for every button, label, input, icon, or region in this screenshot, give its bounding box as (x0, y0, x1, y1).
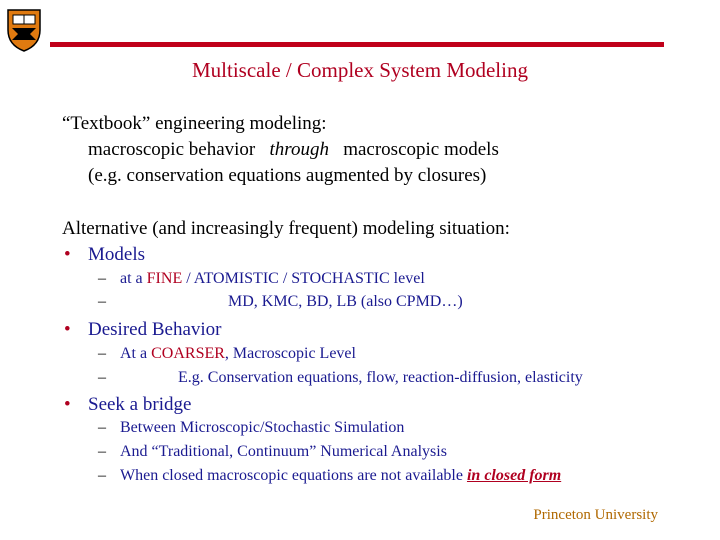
sub-coarser-level: At a COARSER, Macroscopic Level (120, 345, 356, 362)
princeton-shield-icon (6, 6, 42, 52)
bullet-seek-bridge: Seek a bridge (88, 394, 192, 415)
bullet-marker: • (64, 244, 71, 265)
alt-heading: Alternative (and increasingly frequent) modeling situation: (62, 218, 510, 239)
sub-conservation-eq: E.g. Conservation equations, flow, reaction-diffusion, elasticity (178, 369, 583, 386)
intro-heading: “Textbook” engineering modeling: (62, 113, 327, 134)
sub-microscopic-sim: Between Microscopic/Stochastic Simulation (120, 419, 405, 436)
dash-marker: – (98, 467, 106, 484)
slide-title: Multiscale / Complex System Modeling (192, 58, 528, 82)
dash-marker: – (98, 345, 106, 362)
bullet-marker: • (64, 319, 71, 340)
bullet-desired-behavior: Desired Behavior (88, 319, 222, 340)
dash-marker: – (98, 419, 106, 436)
title-rule (50, 42, 664, 47)
dash-marker: – (98, 270, 106, 287)
sub-numerical-analysis: And “Traditional, Continuum” Numerical Analysis (120, 443, 447, 460)
bullet-models: Models (88, 244, 145, 265)
sub-closed-form: When closed macroscopic equations are not available in closed form (120, 467, 562, 484)
sub-fine-level: at a FINE / ATOMISTIC / STOCHASTIC level (120, 270, 425, 287)
dash-marker: – (98, 369, 106, 386)
bullet-marker: • (64, 394, 71, 415)
dash-marker: – (98, 443, 106, 460)
footer-institution: Princeton University (533, 507, 658, 523)
intro-line-2: macroscopic behavior through macroscopic models (88, 139, 499, 160)
intro-line-3: (e.g. conservation equations augmented by closures) (88, 165, 487, 186)
dash-marker: – (98, 293, 106, 310)
sub-md-kmc: MD, KMC, BD, LB (also CPMD…) (228, 293, 463, 310)
